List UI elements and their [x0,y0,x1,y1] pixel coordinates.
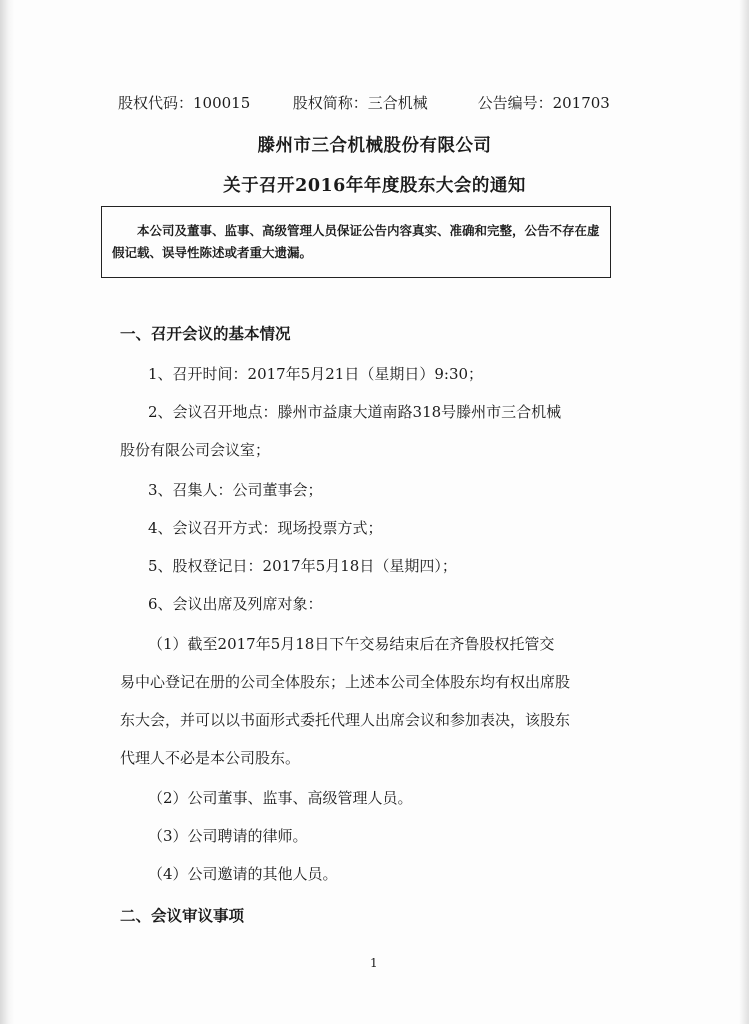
attendee-item-2: （2）公司董事、监事、高级管理人员。 [148,789,413,807]
header-meta-line [118,92,638,113]
attendee-item-1-cont: 易中心登记在册的公司全体股东；上述本公司全体股东均有权出席股 [120,673,571,691]
company-title: 滕州市三合机械股份有限公司 [257,136,492,156]
item-meeting-time: 1、召开时间：2017年5月21日（星期日）9:30； [148,365,484,383]
stock-abbreviation: 股权简称：三合机械 [292,94,428,112]
attendee-item-3: （3）公司聘请的律师。 [148,827,308,845]
item-meeting-place: 2、会议召开地点：滕州市益康大道南路318号滕州市三合机械 [148,403,562,421]
item-attendees: 6、会议出席及列席对象： [148,595,323,613]
notice-number: 公告编号：201703 [477,94,610,112]
section-heading-basic-info: 一、召开会议的基本情况 [120,324,291,343]
attendee-item-1: （1）截至2017年5月18日下午交易结束后在齐鲁股权托管交 [148,635,555,653]
page-number: 1 [370,956,378,970]
notice-title: 关于召开2016年年度股东大会的通知 [223,176,526,196]
attendee-item-1-cont: 东大会，并可以以书面形式委托代理人出席会议和参加表决，该股东 [120,711,571,729]
section-heading-agenda: 二、会议审议事项 [120,906,245,925]
stock-code: 股权代码：100015 [118,94,251,112]
item-convener: 3、召集人：公司董事会； [148,481,323,499]
item-record-date: 5、股权登记日：2017年5月18日（星期四）； [148,557,457,575]
attendee-item-1-cont: 代理人不必是本公司股东。 [120,749,301,767]
item-meeting-place-cont: 股份有限公司会议室； [120,441,271,459]
attendee-item-4: （4）公司邀请的其他人员。 [148,865,338,883]
item-meeting-method: 4、会议召开方式：现场投票方式； [148,519,383,537]
disclaimer-box: 本公司及董事、监事、高级管理人员保证公告内容真实、准确和完整，公告不存在虚假记载、误导性陈述或者重大遗漏。 [101,206,611,278]
